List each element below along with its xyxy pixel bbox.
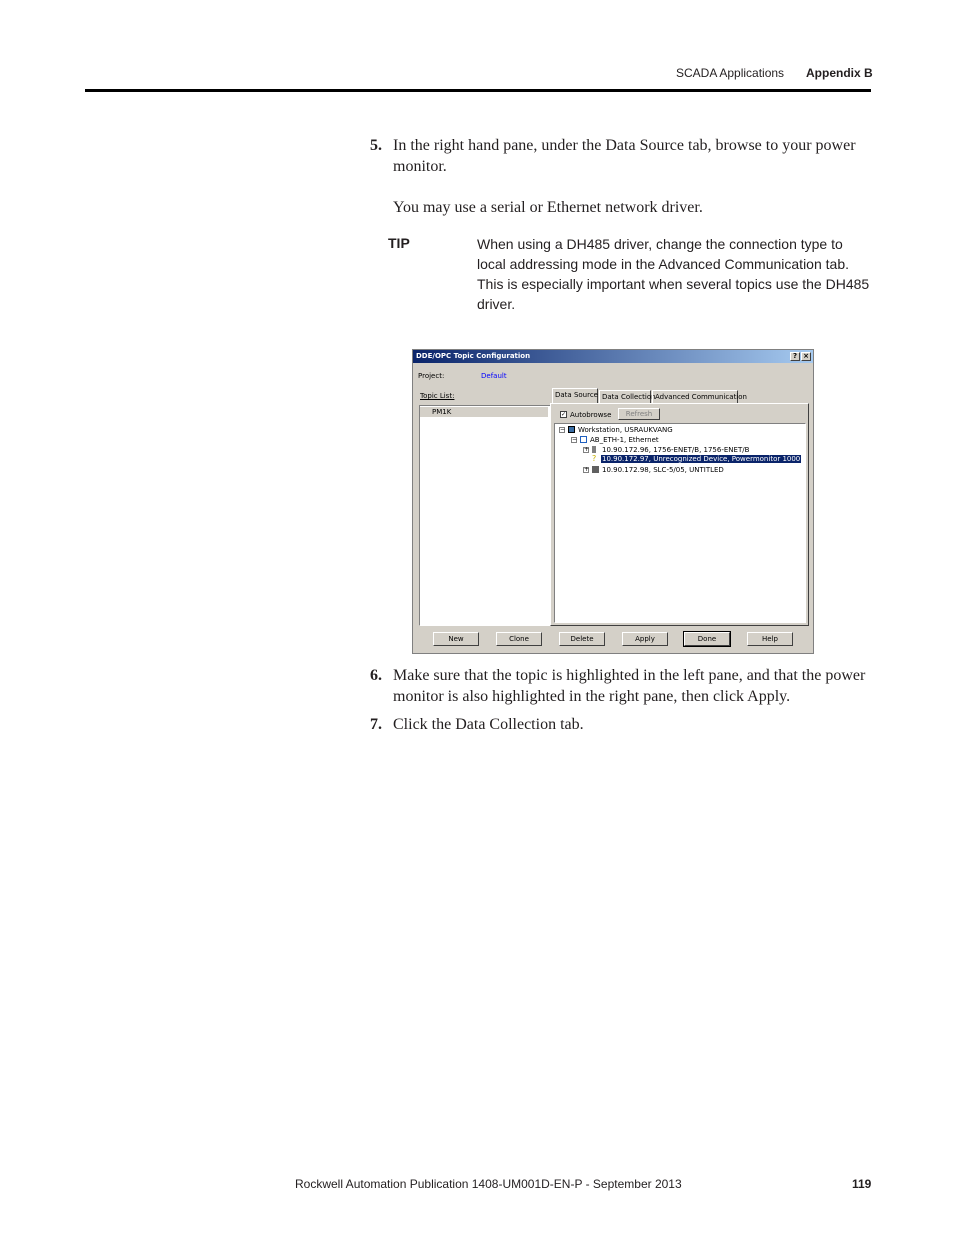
page-number: 119 bbox=[852, 1177, 872, 1191]
tree-node-driver[interactable]: AB_ETH-1, Ethernet bbox=[590, 436, 659, 444]
autobrowse-label: Autobrowse bbox=[570, 411, 612, 419]
network-icon bbox=[580, 436, 587, 443]
step-text: In the right hand pane, under the Data Source tab, browse to your power monitor. bbox=[393, 137, 856, 175]
tree-node-workstation[interactable]: Workstation, USRAUKVANG bbox=[578, 426, 673, 434]
tree-node-device[interactable]: 10.90.172.96, 1756-ENET/B, 1756-ENET/B bbox=[602, 446, 750, 454]
topic-item-label: PM1K bbox=[432, 408, 452, 416]
topic-configuration-dialog bbox=[412, 349, 814, 654]
refresh-button[interactable]: Refresh bbox=[618, 408, 660, 420]
dialog-titlebar bbox=[413, 350, 813, 363]
step-number: 6. bbox=[370, 667, 382, 684]
tab-advanced-communication[interactable]: Advanced Communication bbox=[652, 390, 738, 403]
step-number: 7. bbox=[370, 716, 382, 733]
tree-node-slc[interactable]: 10.90.172.98, SLC-5/05, UNTITLED bbox=[602, 466, 724, 474]
project-value: Default bbox=[481, 372, 507, 380]
topic-list-label: Topic List: bbox=[420, 392, 455, 400]
collapse-icon[interactable]: − bbox=[560, 426, 566, 433]
note-paragraph: You may use a serial or Ethernet network driver. bbox=[393, 199, 703, 216]
expand-icon[interactable]: + bbox=[584, 466, 590, 473]
header-appendix: Appendix B bbox=[806, 66, 873, 80]
help-button[interactable]: Help bbox=[747, 632, 793, 646]
collapse-icon[interactable]: − bbox=[572, 436, 578, 443]
topic-list[interactable] bbox=[419, 405, 551, 626]
workstation-icon bbox=[568, 426, 575, 433]
tip-text: When using a DH485 driver, change the connection type to local addressing mode in the Advanced Communication tab. This is especially important when several topics use the DH485 driver. bbox=[477, 236, 870, 312]
help-icon[interactable]: ? bbox=[790, 352, 800, 361]
tab-data-collection[interactable]: Data Collection bbox=[599, 390, 651, 403]
autobrowse-checkbox[interactable]: ✓ bbox=[561, 411, 567, 418]
topic-item[interactable] bbox=[420, 407, 548, 417]
step-text: Make sure that the topic is highlighted in the left pane, and that the power monitor is also highlighted in the right pane, then click Apply. bbox=[393, 667, 866, 705]
footer-publication: Rockwell Automation Publication 1408-UM001D-EN-P - September 2013 bbox=[295, 1177, 682, 1191]
apply-button[interactable]: Apply bbox=[622, 632, 668, 646]
project-label: Project: bbox=[418, 372, 445, 380]
tip-label: TIP bbox=[388, 235, 410, 251]
device-icon bbox=[592, 446, 596, 453]
done-button[interactable]: Done bbox=[684, 632, 730, 646]
expand-icon[interactable]: + bbox=[584, 446, 590, 453]
unknown-device-icon: ? bbox=[592, 454, 597, 463]
tab-data-source[interactable]: Data Source bbox=[552, 388, 598, 403]
header-rule bbox=[85, 89, 871, 92]
delete-button[interactable]: Delete bbox=[559, 632, 605, 646]
new-button[interactable]: New bbox=[433, 632, 479, 646]
plc-icon bbox=[592, 466, 599, 473]
clone-button[interactable]: Clone bbox=[496, 632, 542, 646]
header-section: SCADA Applications bbox=[676, 66, 785, 80]
step-text: Click the Data Collection tab. bbox=[393, 716, 584, 733]
step-number: 5. bbox=[370, 137, 382, 154]
device-tree[interactable] bbox=[554, 423, 806, 623]
close-icon[interactable]: × bbox=[801, 352, 811, 361]
dialog-title: DDE/OPC Topic Configuration bbox=[416, 352, 531, 360]
tree-node-powermonitor[interactable]: 10.90.172.97, Unrecognized Device, Powermonitor 1000 bbox=[602, 455, 801, 463]
